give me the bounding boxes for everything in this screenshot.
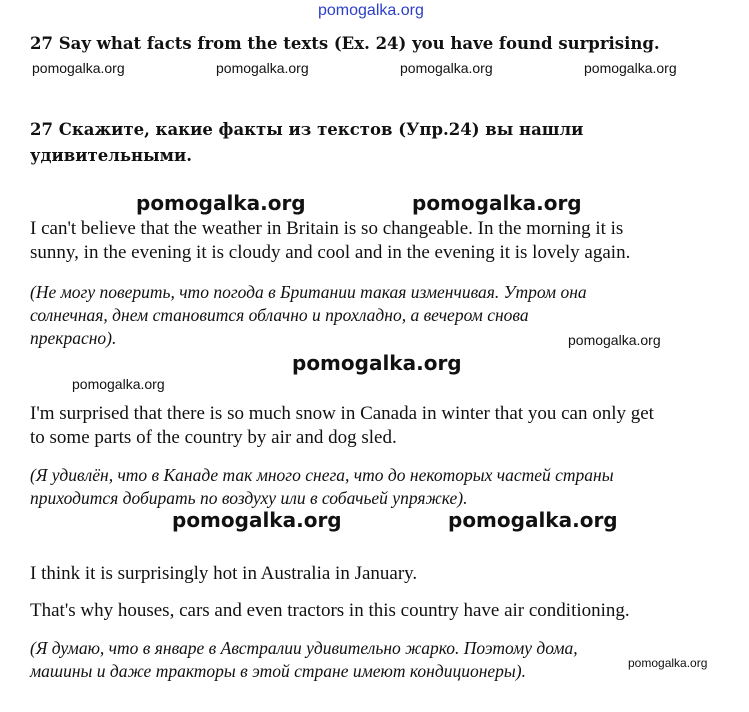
answer-3-en: I think it is surprisingly hot in Australia in January. <box>30 563 418 584</box>
answer-1-ru-line2: солнечная, днем становится облачно и прохладно, а вечером снова <box>30 305 529 325</box>
watermark: pomogalka.org <box>448 508 618 532</box>
answer-2-ru-line1: (Я удивлён, что в Канаде так много снега, что до некоторых частей страны <box>30 465 614 485</box>
answer-1-en-line1: I can't believe that the weather in Britain is so changeable. In the morning it is <box>30 218 624 239</box>
watermark: pomogalka.org <box>400 60 493 76</box>
watermark: pomogalka.org <box>172 508 342 532</box>
task-heading-ru-line1: 27 Скажите, какие факты из текстов (Упр.24) вы нашли <box>30 120 584 139</box>
answer-1-en-line2: sunny, in the evening it is cloudy and cool and in the evening it is lovely again. <box>30 242 631 263</box>
task-heading-ru-line2: удивительными. <box>30 146 192 165</box>
watermark: pomogalka.org <box>136 191 306 215</box>
answer-2-ru-line2: приходится добирать по воздуху или в собачьей упряжке). <box>30 488 468 508</box>
watermark: pomogalka.org <box>216 60 309 76</box>
watermark: pomogalka.org <box>568 332 661 348</box>
answer-2-en-line2: to some parts of the country by air and dog sled. <box>30 427 397 448</box>
answer-1-ru-line3: прекрасно). <box>30 328 117 348</box>
answer-4-en: That's why houses, cars and even tractors in this country have air conditioning. <box>30 600 630 621</box>
watermark: pomogalka.org <box>584 60 677 76</box>
answer-4-ru-line2: машины и даже тракторы в этой стране имеют кондиционеры). <box>30 661 526 681</box>
watermark: pomogalka.org <box>72 376 165 392</box>
answer-4-ru-line1: (Я думаю, что в январе в Австралии удивительно жарко. Поэтому дома, <box>30 638 578 658</box>
watermark: pomogalka.org <box>628 656 708 670</box>
task-heading-en: 27 Say what facts from the texts (Ex. 24) you have found surprising. <box>30 34 660 53</box>
answer-1-ru-line1: (Не могу поверить, что погода в Британии такая изменчивая. Утром она <box>30 282 587 302</box>
watermark: pomogalka.org <box>412 191 582 215</box>
watermark: pomogalka.org <box>32 60 125 76</box>
top-watermark-link[interactable]: pomogalka.org <box>318 2 424 19</box>
answer-2-en-line1: I'm surprised that there is so much snow in Canada in winter that you can only get <box>30 403 654 424</box>
watermark: pomogalka.org <box>292 351 462 375</box>
